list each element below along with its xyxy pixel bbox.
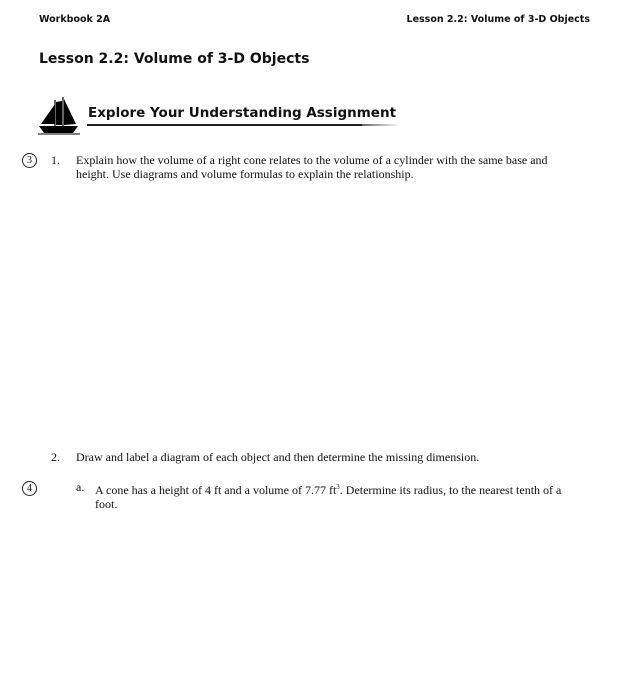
header-lesson: Lesson 2.2: Volume of 3-D Objects	[406, 14, 590, 25]
section-title: Explore Your Understanding Assignment	[88, 105, 397, 121]
sailing-ship-icon	[38, 96, 80, 136]
question-2a-text	[95, 480, 565, 511]
section-underline	[87, 124, 362, 126]
question-2a-text-start: A cone has a height of 4 ft and a volume of 7.77 ft	[95, 483, 337, 497]
header-workbook: Workbook 2A	[39, 14, 111, 25]
question-1-marker: 3	[22, 153, 37, 168]
question-2a-letter: a.	[76, 480, 85, 494]
question-2-text: Draw and label a diagram of each object and then determine the missing dimension.	[76, 450, 480, 464]
section-underline-fade	[362, 124, 400, 126]
question-1-text: Explain how the volume of a right cone relates to the volume of a cylinder with the same base and height. Use diagrams and volume formulas to explain the relationship.	[76, 153, 548, 181]
question-2-number: 2.	[51, 450, 60, 464]
question-2a-text-end: . Determine its radius, to the nearest tenth of a foot.	[95, 483, 562, 511]
cubic-superscript: 3	[336, 483, 340, 491]
page-title: Lesson 2.2: Volume of 3-D Objects	[39, 51, 310, 67]
question-1-number: 1.	[51, 153, 60, 167]
question-2a-marker: 4	[22, 481, 37, 496]
